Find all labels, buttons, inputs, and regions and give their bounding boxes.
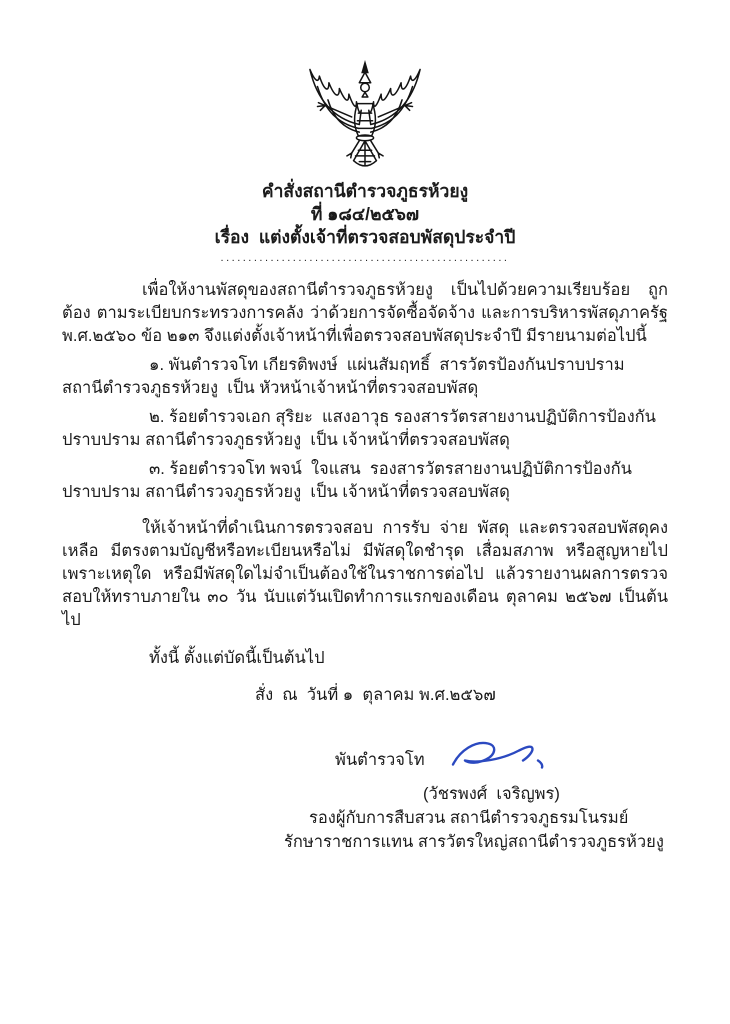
signer-name: (วัชรพงศ์ เจริญพร) (423, 785, 560, 803)
signature-ink-icon (447, 733, 557, 779)
dotted-divider: .................................................... (220, 252, 510, 264)
duty-paragraph: ให้เจ้าหน้าที่ดำเนินการตรวจสอบ การรับ จ่าย พัสดุ และตรวจสอบพัสดุคงเหลือ มีตรงตามบัญชีหรือทะเบียนหรือไม่ มีพัสดุใดชำรุด เสื่อมสภาพ หรือสูญหายไปเพราะเหตุใด หรือมีพัสดุใดไม่จำเป็นต้องใช้ในราชการต่อไป แล้วรายงานผลการตรวจสอบให้ทราบภายใน ๓๐ วัน นับแต่วันเปิดทำการแรกของเดือน ตุลาคม ๒๕๖๗ เป็นต้นไป (62, 519, 668, 629)
emblem (289, 58, 441, 174)
appointee-item-3: ๓. ร้อยตำรวจโท พจน์ ใจแสน รองสารวัตรสายงานปฏิบัติการป้องกันปราบปราม สถานีตำรวจภูธรห้วยงู เป็น เจ้าหน้าที่ตรวจสอบพัสดุ (62, 460, 632, 501)
signature-row (62, 733, 668, 779)
signer-rank: พันตำรวจโท (335, 751, 425, 769)
signature-block (62, 733, 668, 854)
order-title: คำสั่งสถานีตำรวจภูธรห้วยงู (261, 181, 469, 201)
signer-position-line-1: รองผู้กับการสืบสวน สถานีตำรวจภูธรมโนรมย์ (309, 809, 629, 827)
appointee-list (62, 354, 668, 504)
order-subject: เรื่อง แต่งตั้งเจ้าที่ตรวจสอบพัสดุประจำปี (214, 227, 516, 247)
effective-paragraph: ทั้งนี้ ตั้งแต่บัดนี้เป็นต้นไป (149, 649, 325, 667)
appointee-item-1: ๑. พันตำรวจโท เกียรติพงษ์ แผ่นสัมฤทธิ์ สารวัตรป้องกันปราบปราม สถานีตำรวจภูธรห้วยงู เป็น หัวหน้าเจ้าหน้าที่ตรวจสอบพัสดุ (62, 356, 630, 397)
issued-date-line: สั่ง ณ วันที่ ๑ ตุลาคม พ.ศ.๒๕๖๗ (255, 686, 496, 704)
document-content (0, 58, 730, 854)
order-number: ที่ ๑๘๔/๒๕๖๗ (310, 204, 420, 224)
appointee-item-2: ๒. ร้อยตำรวจเอก สุริยะ แสงอาวุธ รองสารวัตรสายงานปฏิบัติการป้องกันปราบปราม สถานีตำรวจภูธรห้วยงู เป็น เจ้าหน้าที่ตรวจสอบพัสดุ (62, 408, 656, 449)
signer-position-line-2: รักษาราชการแทน สารวัตรใหญ่สถานีตำรวจภูธรห้วยงู (284, 833, 664, 851)
preamble-paragraph: เพื่อให้งานพัสดุของสถานีตำรวจภูธรห้วยงู เป็นไปด้วยความเรียบร้อย ถูกต้อง ตามระเบียบกระทรวงการคลัง ว่าด้วยการจัดซื้อจัดจ้าง และการบริหารพัสดุภาครัฐ พ.ศ.๒๕๖๐ ข้อ ๒๑๓ จึงแต่งตั้งเจ้าหน้าที่เพื่อตรวจสอบพัสดุประจำปี มีรายนามต่อไปนี้ (62, 281, 673, 345)
garuda-icon (289, 58, 441, 174)
